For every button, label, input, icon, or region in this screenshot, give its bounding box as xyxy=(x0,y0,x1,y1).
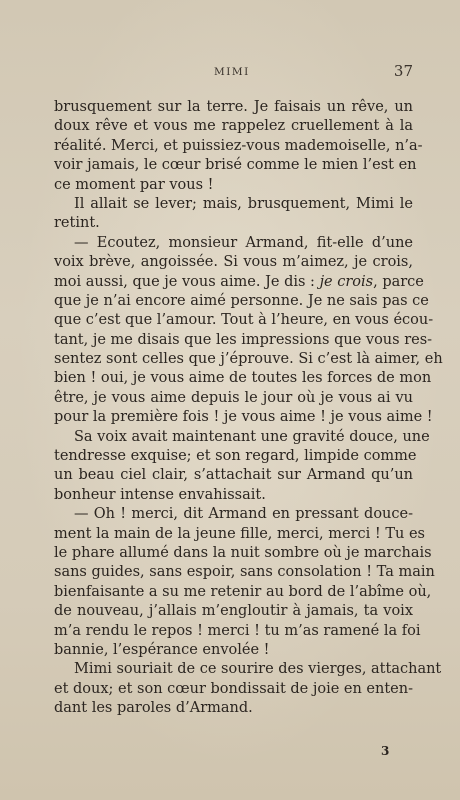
text-line: sans guides, sans espoir, sans consolation ! Ta main xyxy=(54,564,435,581)
text-line: doux rêve et vous me rappelez cruellement à la xyxy=(54,118,413,135)
text-line: dant les paroles d’Armand. xyxy=(54,700,253,717)
text-line: bannie, l’espérance envolée ! xyxy=(54,641,270,658)
text-line: — Ecoutez, monsieur Armand, fit-elle d’une xyxy=(74,234,413,251)
body-text xyxy=(54,98,443,719)
text-line: voir jamais, le cœur brisé comme le mien l’est en xyxy=(54,157,417,174)
text-line: et doux; et son cœur bondissait de joie en enten- xyxy=(54,680,414,697)
text-line: bienfaisante a su me retenir au bord de l’abîme où, xyxy=(54,583,432,600)
text-line: le phare allumé dans la nuit sombre où je marchais xyxy=(54,544,432,561)
text-line: — Oh ! merci, dit Armand en pressant douce- xyxy=(74,506,413,523)
text-line: Mimi souriait de ce sourire des vierges, attachant xyxy=(74,661,442,678)
signature-mark: 3 xyxy=(381,744,390,758)
text-line: que je n’ai encore aimé personne. Je ne sais pas ce xyxy=(54,292,429,309)
text-line: moi aussi, que je vous aime. Je dis : je crois, parce xyxy=(54,273,424,290)
text-line: tant, je me disais que les impressions que vous res- xyxy=(54,331,433,348)
text-line: m’a rendu le repos ! merci ! tu m’as ramené la foi xyxy=(54,622,421,639)
text-line: un beau ciel clair, s’attachait sur Armand qu’un xyxy=(54,467,413,484)
text-line: Sa voix avait maintenant une gravité douce, une xyxy=(74,428,430,445)
text-line: bien ! oui, je vous aime de toutes les forces de mon xyxy=(54,370,432,387)
text-line: que c’est que l’amour. Tout à l’heure, en vous écou- xyxy=(54,312,434,329)
text-line: être, je vous aime depuis le jour où je vous ai vu xyxy=(54,389,413,406)
text-line: tendresse exquise; et son regard, limpide comme xyxy=(54,448,417,465)
text-line: réalité. Merci, et puissiez-vous mademoiselle, n’a- xyxy=(54,137,423,154)
running-title: MIMI xyxy=(214,66,250,78)
text-line: brusquement sur la terre. Je faisais un rêve, un xyxy=(54,99,413,115)
text-line: ment la main de la jeune fille, merci, merci ! Tu es xyxy=(54,525,425,542)
text-line: sentez sont celles que j’éprouve. Si c’est là aimer, eh xyxy=(54,351,443,368)
text-line: voix brève, angoissée. Si vous m’aimez, je crois, xyxy=(54,254,413,271)
text-line: ce moment par vous ! xyxy=(54,176,214,193)
text-line: pour la première fois ! je vous aime ! je vous aime ! xyxy=(54,409,433,426)
text-line: de nouveau, j’allais m’engloutir à jamais, ta voix xyxy=(54,603,413,620)
text-line: bonheur intense envahissait. xyxy=(54,486,266,503)
page-number: 37 xyxy=(393,62,413,80)
text-line: retint. xyxy=(54,215,100,232)
text-line: Il allait se lever; mais, brusquement, Mimi le xyxy=(74,195,413,212)
italic-emphasis: je crois xyxy=(319,273,374,290)
page-header xyxy=(0,62,460,82)
